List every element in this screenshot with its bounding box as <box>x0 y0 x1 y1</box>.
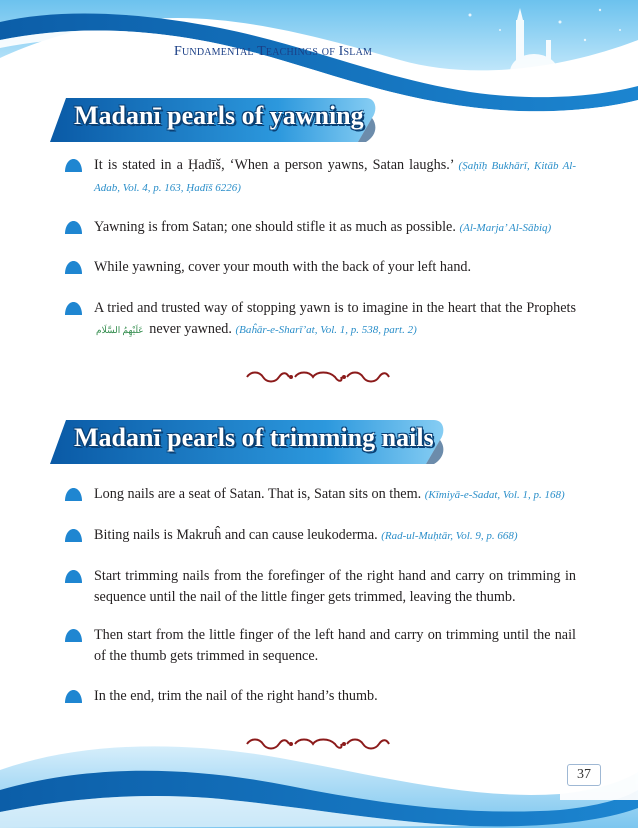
dome-bullet-icon <box>64 487 83 501</box>
list-item <box>64 217 576 239</box>
item-reference: (Ṣaḥīḥ Bukhārī, Kitāb Al-Adab, Vol. 4, p. 163, Ḥadīš 6226) <box>94 160 577 194</box>
dome-bullet-icon <box>64 569 83 583</box>
item-reference: (Rad-ul-Muḥtār, Vol. 9, p. 668) <box>381 530 518 542</box>
running-header: Fundamental Teachings of Islam <box>174 44 373 59</box>
list-item <box>64 484 576 506</box>
dome-bullet-icon <box>64 158 83 172</box>
list-item <box>64 298 576 341</box>
list-item <box>64 625 576 667</box>
list-item <box>64 686 576 707</box>
list-item <box>64 525 576 547</box>
section-title-yawning: Madanī pearls of yawning <box>74 101 364 130</box>
ornament-divider <box>243 370 393 384</box>
item-text: Yawning is from Satan; one should stifle it as much as possible. <box>94 219 456 235</box>
mosque-silhouette-bottom <box>560 716 638 800</box>
dome-bullet-icon <box>64 689 83 703</box>
item-reference: (Al-Marja’ Al-Sābiq) <box>459 222 552 234</box>
item-text: Start trimming nails from the forefinger of the right hand and carry on trimming in sequence until the nail of the little finger gets trimmed, leaving the thumb. <box>94 568 576 605</box>
section-banner-yawning <box>48 96 378 140</box>
item-reference: (Baĥār-e-Sharī’at, Vol. 1, p. 538, part. 2) <box>235 324 417 336</box>
list-item <box>64 155 576 199</box>
item-text: Then start from the little finger of the left hand and carry on trimming until the nail of the thumb gets trimmed in sequence. <box>94 627 576 664</box>
item-text: It is stated in a Ḥadīš, ‘When a person yawns, Satan laughs.’ <box>94 157 454 173</box>
list-item <box>64 566 576 608</box>
item-text: A tried and trusted way of stopping yawn is to imagine in the heart that the Prophets <box>94 300 576 316</box>
section-title-nails: Madanī pearls of trimming nails <box>74 423 434 452</box>
dome-bullet-icon <box>64 528 83 542</box>
item-text: Long nails are a seat of Satan. That is, Satan sits on them. <box>94 486 422 502</box>
list-item <box>64 257 576 278</box>
dome-bullet-icon <box>64 301 83 315</box>
page-number: 37 <box>567 764 601 786</box>
item-text: In the end, trim the nail of the right hand’s thumb. <box>94 688 378 704</box>
arabic-salutation: عَلَيْهِمُ السَّلَام <box>96 325 144 335</box>
item-text: While yawning, cover your mouth with the back of your left hand. <box>94 259 472 275</box>
dome-bullet-icon <box>64 628 83 642</box>
ornament-divider <box>243 737 393 751</box>
item-text: Biting nails is Makruĥ and can cause leukoderma. <box>94 527 378 543</box>
dome-bullet-icon <box>64 220 83 234</box>
dome-bullet-icon <box>64 260 83 274</box>
item-reference: (Kīmiyā-e-Sadat, Vol. 1, p. 168) <box>424 489 565 501</box>
section-banner-nails <box>48 418 446 462</box>
item-text-continued: never yawned. <box>149 321 232 337</box>
